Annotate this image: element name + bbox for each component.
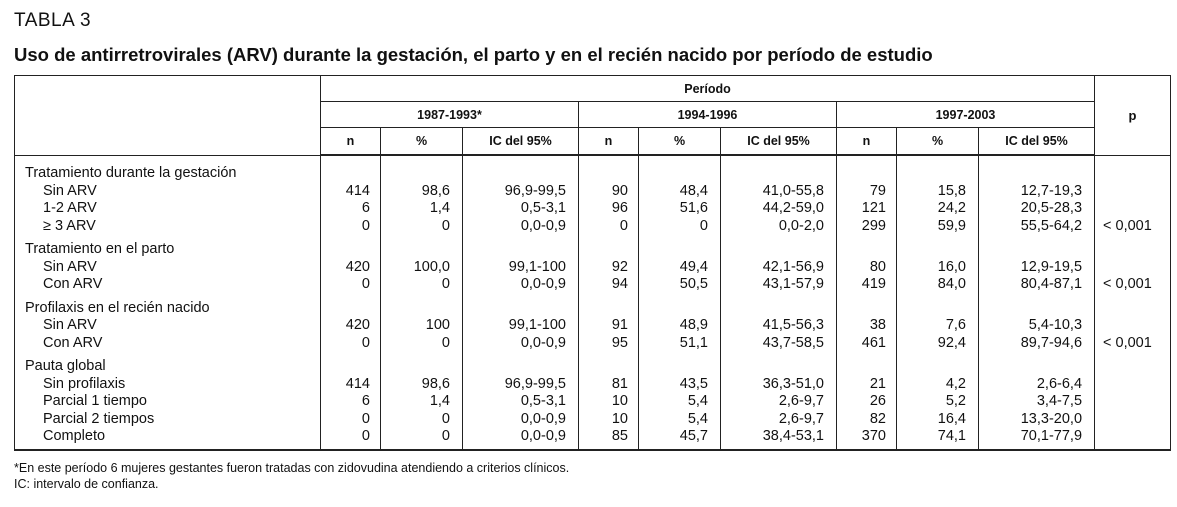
cell-ic: 0,0-0,9 (463, 335, 579, 353)
row-label: Completo (15, 428, 321, 450)
footnote-period: *En este período 6 mujeres gestantes fueron tratadas con zidovudina atendiendo a criterios clínicos. (14, 461, 570, 475)
cell-p: < 0,001 (1095, 276, 1171, 294)
cell-n: 96 (579, 200, 639, 218)
cell-n: 80 (837, 259, 897, 277)
row-label: Sin ARV (15, 183, 321, 201)
cell-pct: 15,8 (897, 183, 979, 201)
table-row (15, 183, 1171, 201)
cell-ic: 44,2-59,0 (721, 200, 837, 218)
row-label: Parcial 1 tiempo (15, 393, 321, 411)
table-title: Uso de antirretrovirales (ARV) durante la gestación, el parto y en el recién nacido por período de estudio (14, 44, 933, 65)
row-label: Sin profilaxis (15, 376, 321, 394)
cell-n: 420 (321, 259, 381, 277)
cell-n: 419 (837, 276, 897, 294)
cell-ic: 0,0-0,9 (463, 428, 579, 450)
col-ic: IC del 95% (979, 128, 1095, 156)
cell-p (1095, 200, 1171, 218)
col-ic: IC del 95% (463, 128, 579, 156)
cell-p (1095, 428, 1171, 450)
cell-pct: 7,6 (897, 317, 979, 335)
cell-ic: 70,1-77,9 (979, 428, 1095, 450)
cell-ic: 43,1-57,9 (721, 276, 837, 294)
cell-pct: 49,4 (639, 259, 721, 277)
col-pct: % (639, 128, 721, 156)
cell-ic: 55,5-64,2 (979, 218, 1095, 236)
cell-pct: 16,0 (897, 259, 979, 277)
cell-pct: 1,4 (381, 393, 463, 411)
cell-pct: 59,9 (897, 218, 979, 236)
cell-n: 91 (579, 317, 639, 335)
table-label: TABLA 3 (14, 10, 92, 31)
section-header-row (15, 294, 1171, 318)
cell-ic: 0,0-2,0 (721, 218, 837, 236)
cell-pct: 50,5 (639, 276, 721, 294)
cell-ic: 3,4-7,5 (979, 393, 1095, 411)
cell-ic: 13,3-20,0 (979, 411, 1095, 429)
cell-pct: 51,6 (639, 200, 721, 218)
cell-n: 414 (321, 183, 381, 201)
cell-n: 0 (321, 411, 381, 429)
cell-ic: 5,4-10,3 (979, 317, 1095, 335)
cell-pct: 45,7 (639, 428, 721, 450)
cell-n: 6 (321, 393, 381, 411)
cell-ic: 0,5-3,1 (463, 393, 579, 411)
cell-n: 370 (837, 428, 897, 450)
cell-p (1095, 411, 1171, 429)
section-header-row (15, 235, 1171, 259)
period-1987-1993: 1987-1993* (321, 102, 579, 128)
table-row (15, 411, 1171, 429)
cell-pct: 4,2 (897, 376, 979, 394)
cell-pct: 0 (639, 218, 721, 236)
cell-pct: 48,4 (639, 183, 721, 201)
cell-pct: 100 (381, 317, 463, 335)
table-row (15, 200, 1171, 218)
cell-n: 95 (579, 335, 639, 353)
cell-pct: 0 (381, 428, 463, 450)
cell-n: 0 (321, 276, 381, 294)
cell-n: 6 (321, 200, 381, 218)
cell-pct: 5,4 (639, 411, 721, 429)
cell-pct: 98,6 (381, 183, 463, 201)
cell-n: 461 (837, 335, 897, 353)
table-row (15, 218, 1171, 236)
cell-p (1095, 317, 1171, 335)
table-row (15, 376, 1171, 394)
section-header-row (15, 352, 1171, 376)
cell-pct: 0 (381, 218, 463, 236)
cell-n: 26 (837, 393, 897, 411)
cell-ic: 0,5-3,1 (463, 200, 579, 218)
row-label: ≥ 3 ARV (15, 218, 321, 236)
cell-p: < 0,001 (1095, 335, 1171, 353)
section-header-row (15, 155, 1171, 183)
cell-pct: 0 (381, 276, 463, 294)
cell-pct: 48,9 (639, 317, 721, 335)
cell-n: 0 (579, 218, 639, 236)
section-title: Tratamiento en el parto (15, 235, 321, 259)
section-title: Profilaxis en el recién nacido (15, 294, 321, 318)
table-row (15, 428, 1171, 450)
table-row (15, 259, 1171, 277)
cell-n: 10 (579, 411, 639, 429)
cell-n: 420 (321, 317, 381, 335)
row-label: Sin ARV (15, 259, 321, 277)
cell-ic: 2,6-9,7 (721, 411, 837, 429)
cell-pct: 43,5 (639, 376, 721, 394)
cell-ic: 38,4-53,1 (721, 428, 837, 450)
period-header: Período (321, 76, 1095, 102)
cell-ic: 20,5-28,3 (979, 200, 1095, 218)
row-label: Parcial 2 tiempos (15, 411, 321, 429)
cell-pct: 1,4 (381, 200, 463, 218)
cell-ic: 0,0-0,9 (463, 218, 579, 236)
arv-table (14, 75, 1171, 451)
table-row (15, 276, 1171, 294)
cell-p (1095, 376, 1171, 394)
cell-n: 79 (837, 183, 897, 201)
cell-pct: 24,2 (897, 200, 979, 218)
cell-ic: 89,7-94,6 (979, 335, 1095, 353)
cell-ic: 36,3-51,0 (721, 376, 837, 394)
row-label: Con ARV (15, 335, 321, 353)
cell-n: 92 (579, 259, 639, 277)
col-pct: % (897, 128, 979, 156)
cell-p (1095, 183, 1171, 201)
cell-pct: 84,0 (897, 276, 979, 294)
cell-pct: 0 (381, 335, 463, 353)
row-label: 1-2 ARV (15, 200, 321, 218)
cell-ic: 2,6-9,7 (721, 393, 837, 411)
cell-n: 90 (579, 183, 639, 201)
cell-pct: 5,4 (639, 393, 721, 411)
cell-n: 414 (321, 376, 381, 394)
table-row (15, 335, 1171, 353)
cell-pct: 92,4 (897, 335, 979, 353)
col-n: n (837, 128, 897, 156)
cell-ic: 2,6-6,4 (979, 376, 1095, 394)
table-row (15, 393, 1171, 411)
cell-n: 0 (321, 218, 381, 236)
period-1994-1996: 1994-1996 (579, 102, 837, 128)
period-1997-2003: 1997-2003 (837, 102, 1095, 128)
cell-p (1095, 393, 1171, 411)
cell-ic: 41,5-56,3 (721, 317, 837, 335)
section-title: Pauta global (15, 352, 321, 376)
cell-ic: 80,4-87,1 (979, 276, 1095, 294)
cell-pct: 5,2 (897, 393, 979, 411)
cell-n: 299 (837, 218, 897, 236)
cell-n: 81 (579, 376, 639, 394)
section-title: Tratamiento durante la gestación (15, 155, 321, 183)
col-n: n (321, 128, 381, 156)
cell-p (1095, 259, 1171, 277)
cell-pct: 98,6 (381, 376, 463, 394)
cell-ic: 99,1-100 (463, 259, 579, 277)
cell-n: 10 (579, 393, 639, 411)
row-label: Sin ARV (15, 317, 321, 335)
cell-ic: 96,9-99,5 (463, 376, 579, 394)
cell-ic: 96,9-99,5 (463, 183, 579, 201)
p-header: p (1095, 76, 1171, 156)
cell-p: < 0,001 (1095, 218, 1171, 236)
col-n: n (579, 128, 639, 156)
stub-header (15, 76, 321, 156)
cell-n: 21 (837, 376, 897, 394)
cell-pct: 0 (381, 411, 463, 429)
cell-ic: 0,0-0,9 (463, 276, 579, 294)
cell-ic: 12,7-19,3 (979, 183, 1095, 201)
cell-ic: 43,7-58,5 (721, 335, 837, 353)
cell-ic: 42,1-56,9 (721, 259, 837, 277)
cell-n: 0 (321, 428, 381, 450)
cell-n: 121 (837, 200, 897, 218)
cell-ic: 99,1-100 (463, 317, 579, 335)
col-ic: IC del 95% (721, 128, 837, 156)
cell-n: 82 (837, 411, 897, 429)
cell-ic: 12,9-19,5 (979, 259, 1095, 277)
cell-pct: 74,1 (897, 428, 979, 450)
table-row (15, 317, 1171, 335)
cell-n: 94 (579, 276, 639, 294)
cell-n: 38 (837, 317, 897, 335)
row-label: Con ARV (15, 276, 321, 294)
footnote-ic: IC: intervalo de confianza. (14, 477, 159, 491)
cell-n: 85 (579, 428, 639, 450)
cell-n: 0 (321, 335, 381, 353)
cell-pct: 51,1 (639, 335, 721, 353)
cell-pct: 100,0 (381, 259, 463, 277)
cell-ic: 41,0-55,8 (721, 183, 837, 201)
cell-ic: 0,0-0,9 (463, 411, 579, 429)
cell-pct: 16,4 (897, 411, 979, 429)
col-pct: % (381, 128, 463, 156)
